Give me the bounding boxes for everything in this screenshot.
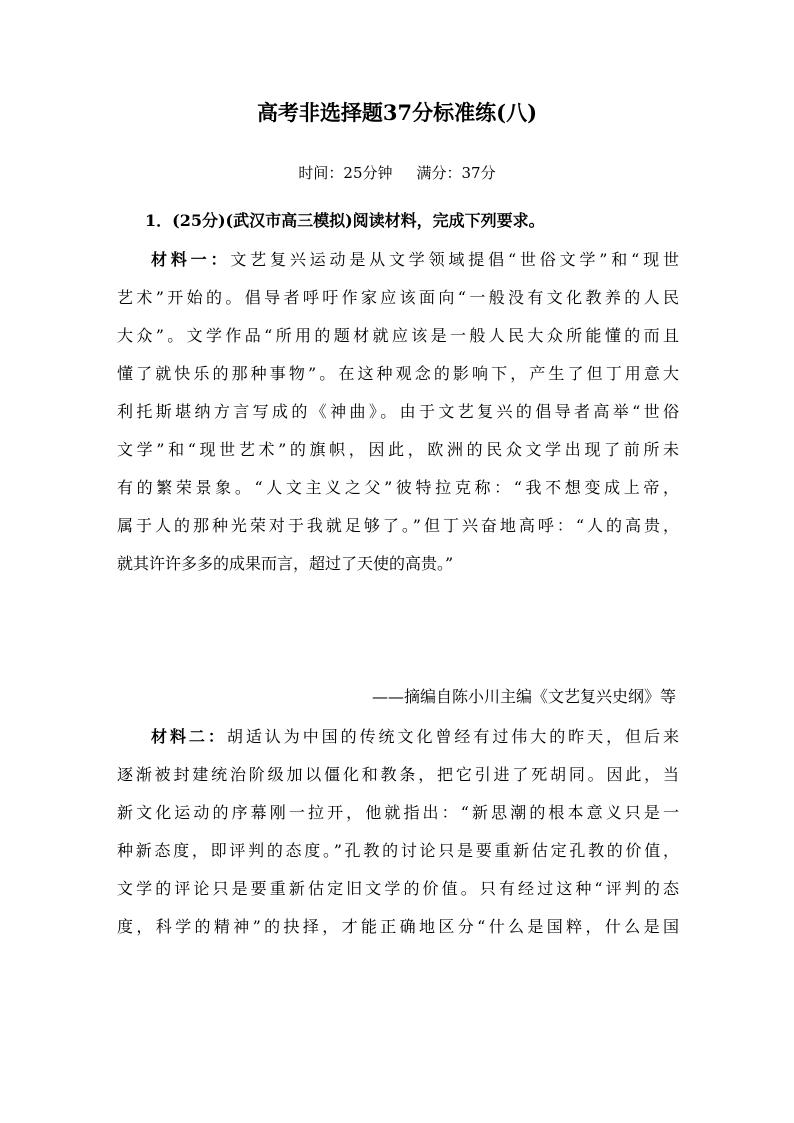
full-score: 满分：37分 — [416, 164, 496, 182]
time-limit: 时间：25分钟 — [298, 164, 393, 182]
paragraph-line: 大众”。文学作品“所用的题材就应该是一般人民大众所能懂的而且 — [117, 326, 679, 345]
exam-meta — [0, 161, 794, 185]
material-one-paragraph — [117, 241, 679, 583]
paragraph-line: 逐渐被封建统治阶级加以僵化和教条，把它引进了死胡同。因此，当 — [117, 765, 679, 784]
paragraph-line: 文学的评论只是要重新估定旧文学的价值。只有经过这种“评判的态 — [117, 879, 679, 898]
paragraph-line: 属于人的那种光荣对于我就足够了。”但丁兴奋地高呼：“人的高贵， — [117, 516, 679, 535]
paragraph-line: 材料二：胡适认为中国的传统文化曾经有过伟大的昨天，但后来 — [151, 727, 679, 746]
paragraph-line: 度，科学的精神”的抉择，才能正确地区分“什么是国粹，什么是国 — [117, 917, 679, 936]
paragraph-line: 文学”和“现世艺术”的旗帜，因此，欧洲的民众文学出现了前所未 — [117, 440, 679, 459]
paragraph-line: 种新态度，即评判的态度。”孔教的讨论只是要重新估定孔教的价值， — [117, 841, 679, 860]
material-two-paragraph — [117, 718, 679, 946]
paragraph-line: 就其许许多多的成果而言，超过了天使的高贵。” — [117, 554, 454, 573]
paragraph-line: 有的繁荣景象。“人文主义之父”彼特拉克称：“我不想变成上帝， — [117, 478, 679, 497]
paragraph-line: 艺术”开始的。倡导者呼吁作家应该面向“一般没有文化教养的人民 — [117, 288, 679, 307]
paragraph-line: 新文化运动的序幕刚一拉开，他就指出：“新思潮的根本意义只是一 — [117, 803, 679, 822]
paragraph-line: 利托斯堪纳方言写成的《神曲》。由于文艺复兴的倡导者高举“世俗 — [117, 402, 679, 421]
material-two-label: 材料二： — [151, 727, 227, 746]
material-one-label: 材料一： — [151, 250, 231, 269]
paragraph-line: 材料一：文艺复兴运动是从文学领域提倡“世俗文学”和“现世 — [151, 250, 679, 269]
page-title: 高考非选择题37分标准练(八) — [256, 100, 538, 125]
paragraph-line: 懂了就快乐的那种事物”。在这种观念的影响下，产生了但丁用意大 — [117, 364, 679, 383]
question-heading: 1．(25分)(武汉市高三模拟)阅读材料，完成下列要求。 — [145, 211, 545, 230]
material-one-source: ——摘编自陈小川主编《文艺复兴史纲》等 — [371, 687, 676, 706]
